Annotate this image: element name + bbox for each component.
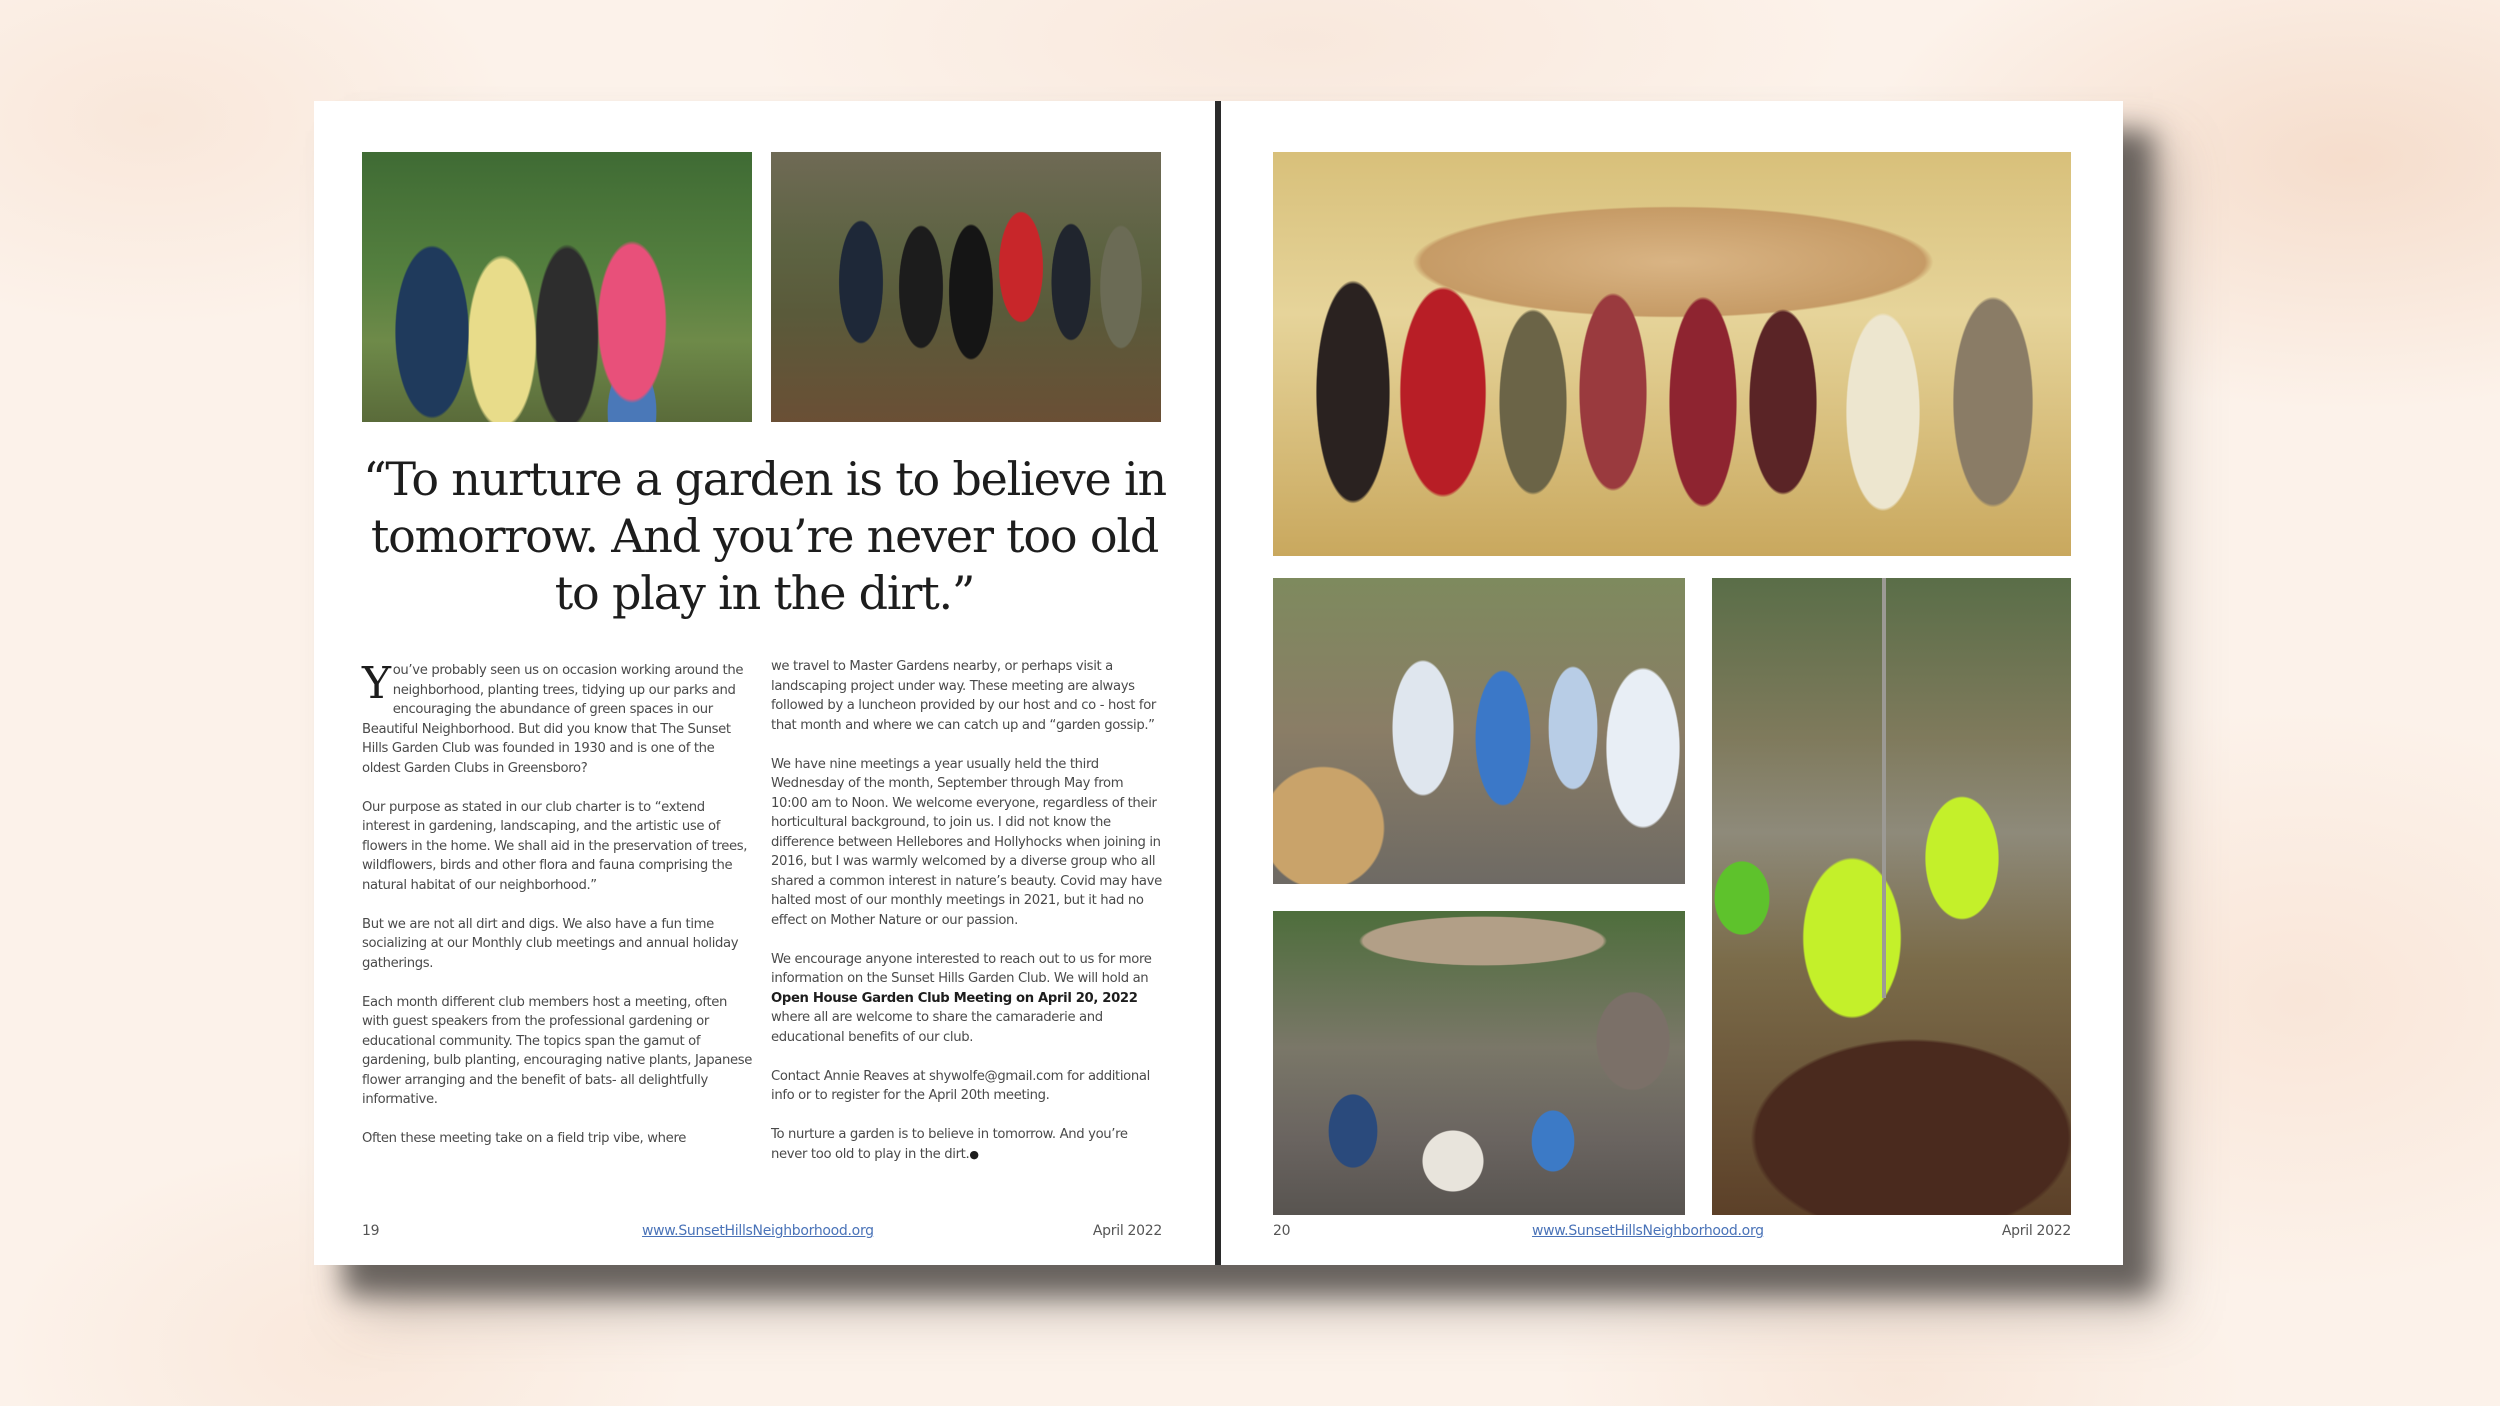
paragraph-social: But we are not all dirt and digs. We also have a fun time socializing at our Monthly club meetings and annual holiday gatherings. — [362, 916, 739, 971]
end-mark-icon: ● — [969, 1147, 979, 1161]
paragraph-invite: We encourage anyone interested to reach out to us for more information on the Sunset Hills Garden Club. We will hold an Open House Garden Club Meeting on April 20, 2022 where all are welcome to share the camaraderie and educational benefits of our club. — [771, 951, 1152, 1045]
page-20 — [1221, 101, 2123, 1265]
article-column-2 — [771, 657, 1163, 1184]
website-link[interactable]: www.SunsetHillsNeighborhood.org — [1532, 1223, 1764, 1239]
website-link[interactable]: www.SunsetHillsNeighborhood.org — [642, 1223, 874, 1239]
paragraph-luncheon: we travel to Master Gardens nearby, or perhaps visit a landscaping project under way. These meeting are always followed by a luncheon provided by our host and co - host for that month and where we can catch up and “garden gossip.” — [771, 659, 1156, 733]
photo-kids-tree-planting — [1712, 578, 2071, 1215]
page-number: 19 — [362, 1223, 380, 1239]
paragraph-contact: Contact Annie Reaves at shywolfe@gmail.com for additional info or to register for the April 20th meeting. — [771, 1068, 1150, 1103]
paragraph-meetings: Each month different club members host a meeting, often with guest speakers from the professional gardening or educational community. The topics span the gamut of gardening, bulb planting, encouraging native plants, Japanese flower arranging and the benefit of bats- all delightfully informative. — [362, 994, 753, 1107]
pull-quote: “To nurture a garden is to believe in tomorrow. And you’re never too old to play in the dirt.” — [363, 452, 1166, 620]
paragraph-field-trip: Often these meeting take on a field trip vibe, where — [362, 1131, 686, 1146]
issue-date: April 2022 — [2001, 1223, 2071, 1239]
photo-garden-party-selfie — [1273, 578, 1685, 884]
issue-date: April 2022 — [1092, 1223, 1162, 1239]
paragraph-intro: You’ve probably seen us on occasion working around the neighborhood, planting trees, tidying up our parks and encouraging the abundance of green spaces in our Beautiful Neighborhood. But did you know that The Sunset Hills Garden Club was founded in 1930 and is one of the oldest Garden Clubs in Greensboro? — [362, 658, 744, 776]
photo-holiday-group — [1273, 152, 2071, 556]
paragraph-schedule: We have nine meetings a year usually held the third Wednesday of the month, September through May from 10:00 am to Noon. We welcome everyone, regardless of their horticultural background, to join us. I did not know the difference between Hellebores and Hollyhocks when joining in 2016, but I was warmly welcomed by a diverse group who all shared a common interest in nature’s beauty. Covid may have halted most of our monthly meetings in 2021, but it had no effect on Mother Nature or our passion. — [771, 756, 1162, 928]
photo-patio-meeting — [1273, 911, 1685, 1215]
drop-cap: Y — [362, 658, 391, 709]
paragraph-closing: To nurture a garden is to believe in tomorrow. And you’re never too old to play in the dirt.● — [771, 1127, 1128, 1162]
page-number: 20 — [1273, 1223, 1291, 1239]
photo-gardeners-with-gloves — [362, 152, 752, 422]
page-19 — [314, 101, 1215, 1265]
open-house-highlight: Open House Garden Club Meeting on April 20, 2022 — [771, 990, 1138, 1006]
photo-tree-planting-shovels — [771, 152, 1161, 422]
article-column-1 — [362, 658, 754, 1168]
tree-stake — [1882, 578, 1886, 998]
paragraph-purpose: Our purpose as stated in our club charter is to “extend interest in gardening, landscaping, and the artistic use of flowers in the home. We shall aid in the preservation of trees, wildflowers, birds and other flora and fauna comprising the natural habitat of our neighborhood.” — [362, 799, 748, 893]
magazine-spread — [314, 101, 2123, 1265]
